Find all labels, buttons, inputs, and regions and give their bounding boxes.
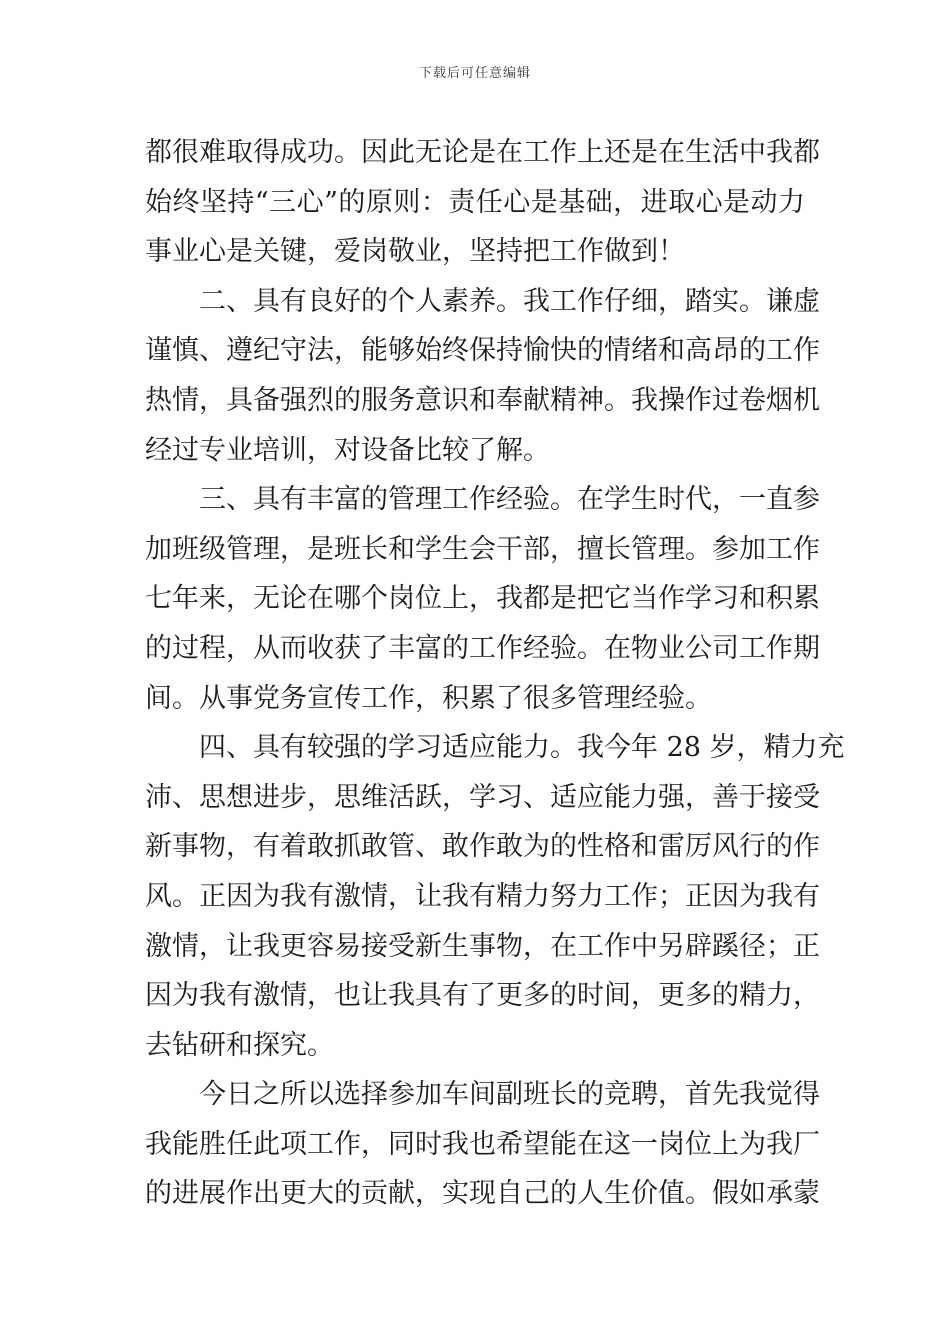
text-line: 激情，让我更容易接受新生事物，在工作中另辟蹊径；正 (145, 930, 820, 962)
text-line: 的进展作出更大的贡献，实现自己的人生价值。假如承蒙 (145, 1178, 820, 1210)
text-line: 谨慎、遵纪守法，能够始终保持愉快的情绪和高昂的工作 (145, 335, 820, 367)
text-line: 七年来，无论在哪个岗位上，我都是把它当作学习和积累 (145, 583, 820, 615)
text-line: 沛、思想进步，思维活跃，学习、适应能力强，善于接受 (145, 781, 820, 813)
page-header: 下载后可任意编辑 (418, 66, 531, 81)
text-line: 加班级管理，是班长和学生会干部，擅长管理。参加工作 (145, 533, 820, 565)
text-line: 新事物，有着敢抓敢管、敢作敢为的性格和雷厉风行的作 (145, 831, 820, 863)
text-line: 始终坚持“三心”的原则：责任心是基础，进取心是动力 (145, 186, 805, 218)
text-line: 经过专业培训，对设备比较了解。 (145, 434, 550, 466)
text-line: 间。从事党务宣传工作，积累了很多管理经验。 (145, 682, 712, 714)
text-line: 热情，具备强烈的服务意识和奉献精神。我操作过卷烟机 (145, 384, 820, 416)
text-line: 因为我有激情，也让我具有了更多的时间，更多的精力， (145, 980, 820, 1012)
paragraph-start-line: 二、具有良好的个人素养。我工作仔细，踏实。谦虚 (199, 285, 820, 317)
text-line: 去钻研和探究。 (145, 1029, 334, 1061)
text-line: 我能胜任此项工作，同时我也希望能在这一岗位上为我厂 (145, 1128, 820, 1160)
text-line: 事业心是关键，爱岗敬业，坚持把工作做到！ (145, 236, 685, 268)
paragraph-start-line: 今日之所以选择参加车间副班长的竞聘，首先我觉得 (199, 1079, 820, 1111)
text-line: 都很难取得成功。因此无论是在工作上还是在生活中我都 (145, 137, 820, 168)
paragraph-start-line: 四、具有较强的学习适应能力。我今年 28 岁，精力充 (199, 732, 845, 764)
document-body (145, 128, 845, 1219)
text-line: 的过程，从而收获了丰富的工作经验。在物业公司工作期 (145, 632, 820, 664)
text-line: 风。正因为我有激情，让我有精力努力工作；正因为我有 (145, 880, 820, 912)
paragraph-start-line: 三、具有丰富的管理工作经验。在学生时代，一直参 (199, 484, 820, 516)
